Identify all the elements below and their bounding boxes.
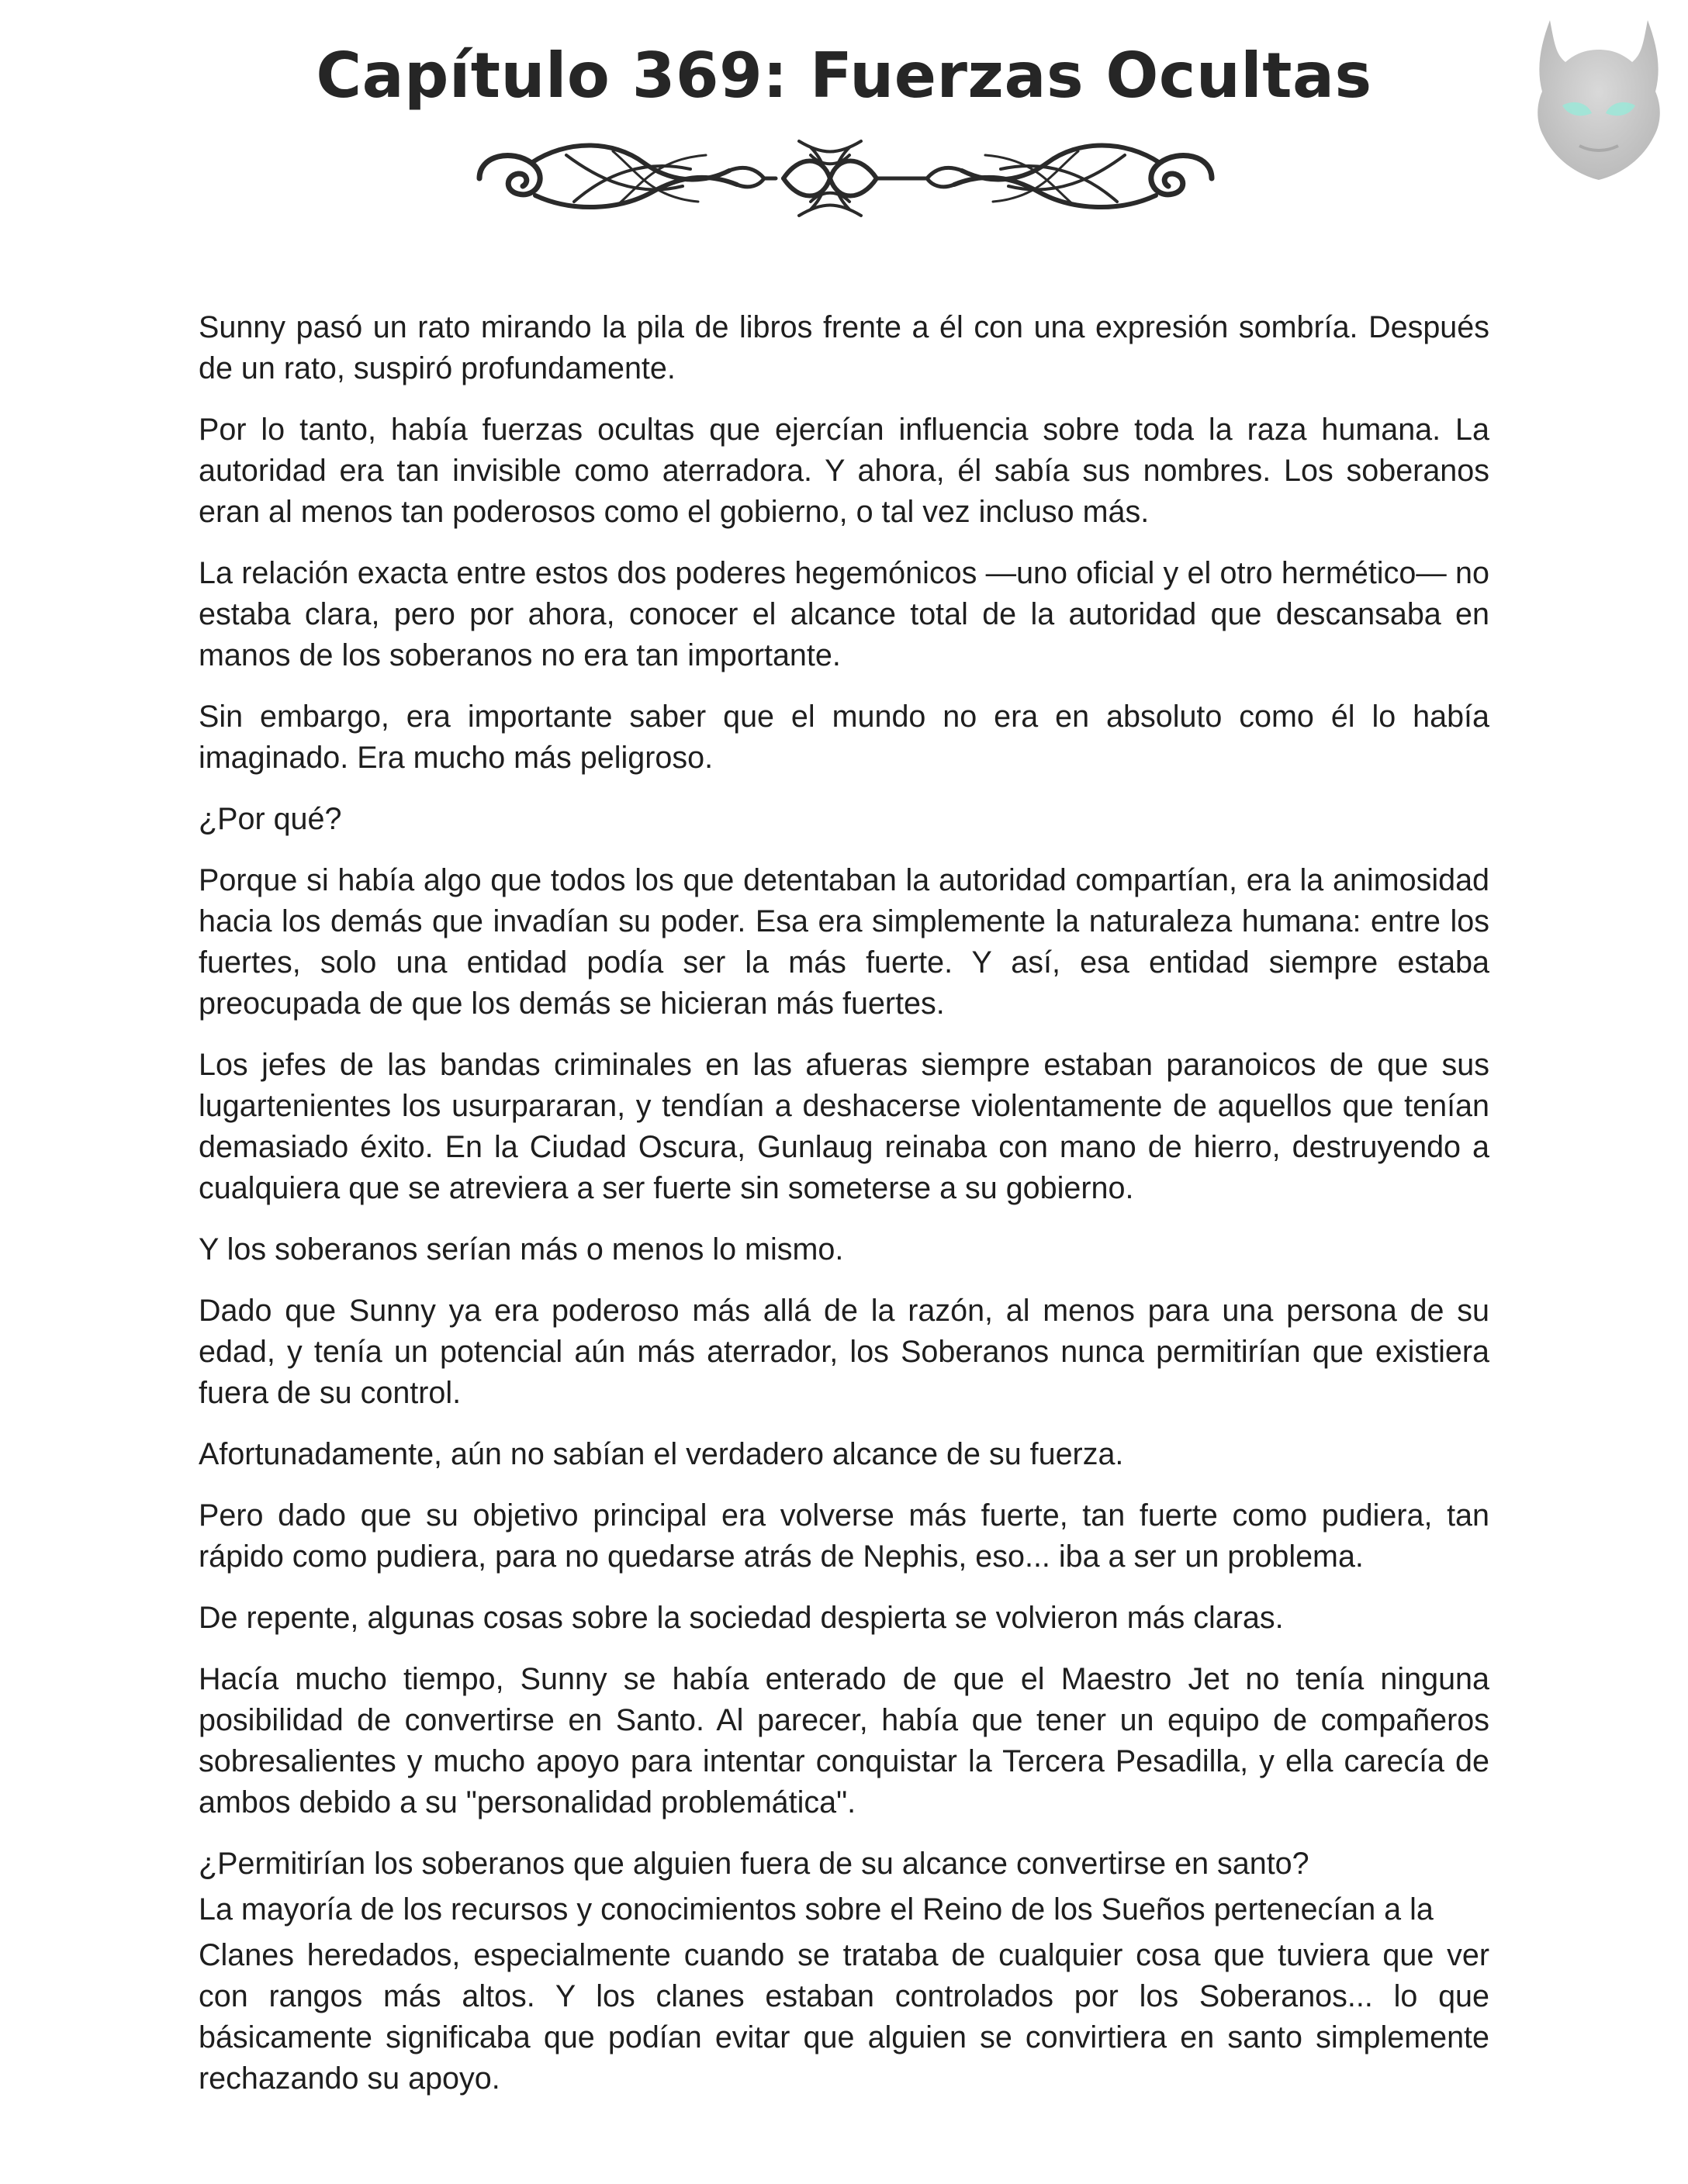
paragraph: Afortunadamente, aún no sabían el verdadero alcance de su fuerza. xyxy=(199,1437,1124,1471)
paragraph: ¿Permitirían los soberanos que alguien fuera de su alcance convertirse en santo? xyxy=(199,1847,1309,1881)
chapter-title: Capítulo 369: Fuerzas Ocultas xyxy=(316,40,1372,112)
paragraph: ¿Por qué? xyxy=(199,802,342,836)
paragraph: La relación exacta entre estos dos poderes hegemónicos —uno oficial y el otro hermético— no estaba clara, pero por ahora, conocer el alcance total de la autoridad que descansaba en manos de los soberanos no era tan importante. xyxy=(199,556,1489,672)
demon-head-logo-icon xyxy=(1525,14,1672,185)
paragraph: Dado que Sunny ya era poderoso más allá de la razón, al menos para una persona de su edad, y tenía un potencial aún más aterrador, los Soberanos nunca permitirían que existiera fuera de su control. xyxy=(199,1294,1489,1410)
paragraph: Porque si había algo que todos los que detentaban la autoridad compartían, era la animosidad hacia los demás que invadían su poder. Esa era simplemente la naturaleza humana: entre los fuertes, solo una entidad podía ser la más fuerte. Y así, esa entidad siempre estaba preocupada de que los demás se hicieran más fuertes. xyxy=(199,863,1489,1021)
flourish-divider-icon xyxy=(458,124,1233,233)
paragraph: Pero dado que su objetivo principal era volverse más fuerte, tan fuerte como pudiera, tan rápido como pudiera, para no quedarse atrás de Nephis, eso... iba a ser un problema. xyxy=(199,1498,1489,1574)
paragraph: Y los soberanos serían más o menos lo mismo. xyxy=(199,1232,844,1267)
paragraph: Hacía mucho tiempo, Sunny se había enterado de que el Maestro Jet no tenía ninguna posibilidad de convertirse en Santo. Al parecer, había que tener un equipo de compañeros sobresalientes y mucho apoyo para intentar conquistar la Tercera Pesadilla, y ella carecía de ambos debido a su "personalidad problemática". xyxy=(199,1662,1489,1819)
paragraph: De repente, algunas cosas sobre la sociedad despierta se volvieron más claras. xyxy=(199,1601,1284,1635)
paragraph: Sin embargo, era importante saber que el mundo no era en absoluto como él lo había imaginado. Era mucho más peligroso. xyxy=(199,700,1489,775)
paragraph: La mayoría de los recursos y conocimientos sobre el Reino de los Sueños pertenecían a la xyxy=(199,1892,1434,1927)
paragraph: Clanes heredados, especialmente cuando se trataba de cualquier cosa que tuviera que ver con rangos más altos. Y los clanes estaban controlados por los Soberanos... lo que básicamente significaba que podían evitar que alguien se convirtiera en santo simplemente rechazando su apoyo. xyxy=(199,1938,1489,2096)
chapter-body xyxy=(199,307,1489,2120)
paragraph: Sunny pasó un rato mirando la pila de libros frente a él con una expresión sombría. Después de un rato, suspiró profundamente. xyxy=(199,310,1489,385)
paragraph: Los jefes de las bandas criminales en las afueras siempre estaban paranoicos de que sus lugartenientes los usurpararan, y tendían a deshacerse violentamente de aquellos que tenían demasiado éxito. En la Ciudad Oscura, Gunlaug reinaba con mano de hierro, destruyendo a cualquiera que se atreviera a ser fuerte sin someterse a su gobierno. xyxy=(199,1048,1489,1205)
paragraph: Por lo tanto, había fuerzas ocultas que ejercían influencia sobre toda la raza humana. La autoridad era tan invisible como aterradora. Y ahora, él sabía sus nombres. Los soberanos eran al menos tan poderosos como el gobierno, o tal vez incluso más. xyxy=(199,413,1489,529)
